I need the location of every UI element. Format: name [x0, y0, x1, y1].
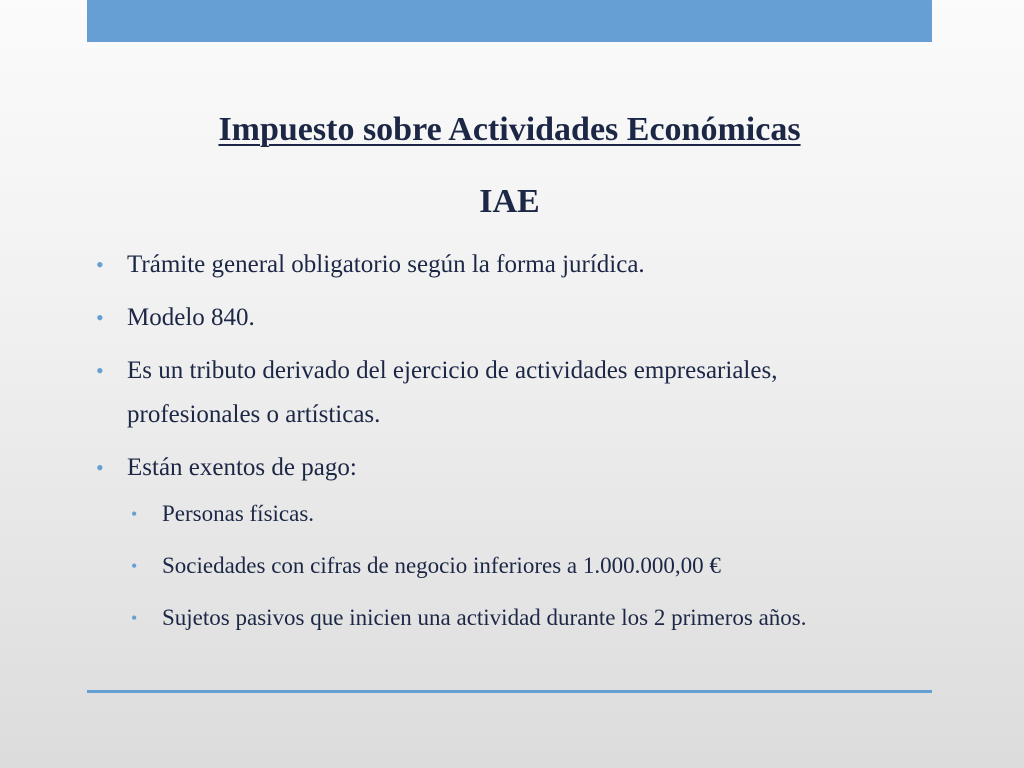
- bullet-text: Es un tributo derivado del ejercicio de actividades empresariales, profesionales o artísticas.: [127, 357, 778, 428]
- bullet-icon: •: [96, 252, 104, 277]
- sub-bullet-text: Sociedades con cifras de negocio inferiores a 1.000.000,00 €: [162, 553, 721, 578]
- sub-bullet-item: [0, 599, 922, 637]
- sub-bullet-icon: •: [131, 504, 138, 524]
- bullet-icon: •: [96, 305, 104, 330]
- bottom-divider: [87, 690, 932, 693]
- bullet-item: [0, 349, 887, 437]
- sub-bullet-text: Sujetos pasivos que inicien una actividad durante los 2 primeros años.: [162, 605, 807, 630]
- bullet-text: Modelo 840.: [127, 304, 255, 331]
- bullet-icon: •: [96, 455, 104, 480]
- bullet-item: [0, 446, 887, 490]
- sub-bullet-item: [0, 547, 922, 585]
- sub-bullet-icon: •: [131, 556, 138, 576]
- bullet-icon: •: [96, 358, 104, 383]
- slide-subtitle: IAE: [479, 183, 540, 220]
- bullet-text: Están exentos de pago:: [127, 454, 357, 481]
- sub-bullet-item: [0, 495, 922, 533]
- bullet-text: Trámite general obligatorio según la forma jurídica.: [127, 251, 645, 278]
- bullet-list: [0, 243, 1024, 651]
- sub-bullet-text: Personas físicas.: [162, 501, 315, 526]
- slide-title: Impuesto sobre Actividades Económicas: [218, 111, 801, 148]
- bullet-item: [0, 243, 887, 287]
- sub-bullet-icon: •: [131, 608, 138, 628]
- top-accent-bar: [87, 0, 932, 42]
- bullet-item: [0, 296, 887, 340]
